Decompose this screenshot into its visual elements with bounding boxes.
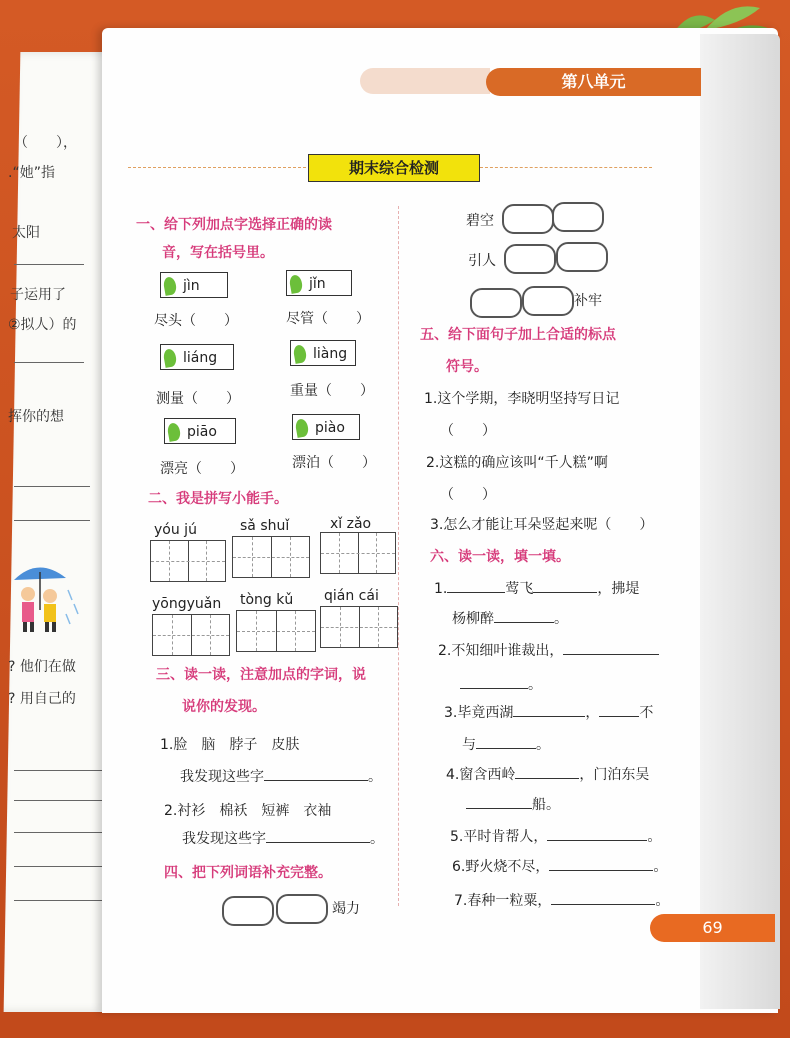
left-line	[14, 770, 102, 771]
leaf-icon	[167, 422, 182, 442]
leaf-icon	[163, 276, 178, 296]
answer-blank[interactable]	[494, 622, 554, 623]
poem-line-10: 6.野火烧不尽， 。	[452, 859, 668, 875]
leaf-icon	[293, 344, 308, 364]
word-item: 漂亮（ ）	[160, 461, 244, 477]
section4-item2: 碧空	[466, 213, 494, 229]
left-text-8: ? 用自己的	[8, 691, 76, 707]
poem-line-9: 5.平时肯帮人， 。	[450, 829, 662, 845]
pinyin-box[interactable]: jìn	[160, 272, 228, 298]
section3-heading-cont: 说你的发现。	[182, 699, 266, 715]
cloud-blank[interactable]	[470, 288, 522, 318]
answer-blank[interactable]	[447, 592, 505, 593]
column-divider	[398, 206, 399, 906]
cloud-blank[interactable]	[276, 894, 328, 924]
poem-line-3: 2.不知细叶谁裁出，	[438, 640, 659, 660]
faded-header-tab	[360, 68, 490, 94]
writing-grid[interactable]	[320, 532, 396, 574]
leaf-icon	[295, 418, 310, 438]
answer-blank[interactable]	[547, 840, 647, 841]
unit-banner: 第八单元	[486, 68, 701, 96]
left-text-4: 子运用了	[10, 287, 66, 303]
cloud-blank[interactable]	[222, 896, 274, 926]
left-text-2: .“她”指	[8, 165, 55, 181]
section5-item1: 1.这个学期，李晓明坚持写日记	[424, 391, 620, 407]
pinyin-label: qián cái	[324, 588, 379, 604]
cloud-blank[interactable]	[522, 286, 574, 316]
page-edge	[700, 34, 780, 1009]
answer-blank[interactable]	[476, 748, 536, 749]
section1-heading: 一、给下列加点字选择正确的读	[136, 217, 332, 233]
left-line	[14, 866, 102, 867]
section5-item3: 3.怎么才能让耳朵竖起来呢（ ）	[430, 517, 654, 533]
section4-heading: 四、把下列词语补充完整。	[164, 865, 332, 881]
section1-heading-cont: 音，写在括号里。	[162, 245, 274, 261]
left-text-6: 挥你的想	[8, 409, 64, 425]
left-line	[14, 264, 84, 265]
pinyin-box[interactable]: jǐn	[286, 270, 352, 296]
word-item: 漂泊（ ）	[292, 455, 376, 471]
pinyin-box[interactable]: piāo	[164, 418, 236, 444]
writing-grid[interactable]	[152, 614, 230, 656]
word-item: 尽头（ ）	[154, 313, 238, 329]
cloud-blank[interactable]	[504, 244, 556, 274]
answer-blank[interactable]	[264, 780, 368, 781]
poem-line-2: 杨柳醉 。	[452, 611, 568, 627]
pinyin-label: tòng kǔ	[240, 592, 294, 608]
left-text-5: ②拟人）的	[8, 317, 77, 333]
answer-blank[interactable]	[599, 716, 639, 717]
answer-blank[interactable]	[266, 842, 370, 843]
poem-line-5: 3.毕竟西湖 ， 不	[444, 705, 654, 721]
punct-blank[interactable]: （ ）	[440, 423, 496, 439]
poem-line-8: 船。	[466, 794, 560, 814]
cloud-blank[interactable]	[552, 202, 604, 232]
left-text-1: （ ），	[14, 135, 77, 151]
left-text-3: 太阳	[12, 225, 40, 241]
left-line	[14, 900, 102, 901]
section2-heading: 二、我是拼写小能手。	[148, 491, 288, 507]
poem-line-4: 。	[460, 674, 542, 694]
cloud-blank[interactable]	[556, 242, 608, 272]
answer-blank[interactable]	[513, 716, 585, 717]
section3-item1-words: 1.脸 脑 脖子 皮肤	[160, 737, 300, 753]
pinyin-box[interactable]: liáng	[160, 344, 234, 370]
poem-line-7: 4.窗含西岭 ，门泊东吴	[446, 767, 650, 783]
leaf-icon	[163, 348, 178, 368]
section5-item2: 2.这糕的确应该叫“千人糕”啊	[426, 455, 608, 471]
title-dash-left	[128, 167, 306, 168]
section3-item2-find: 我发现这些字 。	[182, 831, 384, 847]
answer-blank[interactable]	[466, 808, 532, 809]
section4-item1: 竭力	[332, 901, 360, 917]
pinyin-label: xǐ zǎo	[330, 516, 372, 532]
section4-item4: 补牢	[574, 293, 602, 309]
left-line	[14, 486, 90, 487]
writing-grid[interactable]	[232, 536, 310, 578]
writing-grid[interactable]	[150, 540, 226, 582]
left-text-7: ? 他们在做	[8, 659, 76, 675]
answer-blank[interactable]	[533, 592, 597, 593]
answer-blank[interactable]	[549, 870, 653, 871]
left-line	[14, 800, 102, 801]
pinyin-label: sǎ shuǐ	[240, 518, 290, 534]
word-item: 测量（ ）	[156, 391, 240, 407]
poem-line-1: 1. 莺飞 ，拂堤	[434, 581, 640, 597]
word-item: 尽管（ ）	[286, 311, 370, 327]
pinyin-label: yóu jú	[154, 522, 197, 538]
punct-blank[interactable]: （ ）	[440, 487, 496, 503]
section6-heading: 六、读一读，填一填。	[430, 549, 570, 565]
pinyin-label: yōngyuǎn	[152, 596, 222, 612]
writing-grid[interactable]	[236, 610, 316, 652]
section5-heading: 五、给下面句子加上合适的标点	[420, 327, 616, 343]
section5-heading-cont: 符号。	[446, 359, 488, 375]
section3-item1-find: 我发现这些字 。	[180, 769, 382, 785]
answer-blank[interactable]	[563, 654, 659, 655]
answer-blank[interactable]	[515, 778, 579, 779]
pinyin-box[interactable]: piào	[292, 414, 360, 440]
poem-line-11: 7.春种一粒粟， 。	[454, 893, 670, 909]
title-dash-right	[480, 167, 652, 168]
poem-line-6: 与 。	[462, 737, 550, 753]
page-number: 69	[650, 914, 775, 942]
writing-grid[interactable]	[320, 606, 398, 648]
page-title: 期末综合检测	[308, 154, 480, 182]
cloud-blank[interactable]	[502, 204, 554, 234]
answer-blank[interactable]	[460, 688, 528, 689]
section4-item3: 引人	[468, 253, 496, 269]
left-line	[14, 362, 84, 363]
answer-blank[interactable]	[551, 904, 655, 905]
left-line	[14, 832, 102, 833]
left-line	[14, 520, 90, 521]
section3-heading: 三、读一读，注意加点的字词，说	[156, 667, 366, 683]
word-item: 重量（ ）	[290, 383, 374, 399]
section3-item2-words: 2.衬衫 棉袄 短裤 衣袖	[164, 803, 332, 819]
pinyin-box[interactable]: liàng	[290, 340, 356, 366]
children-umbrella-illustration	[10, 560, 84, 640]
leaf-icon	[289, 274, 304, 294]
